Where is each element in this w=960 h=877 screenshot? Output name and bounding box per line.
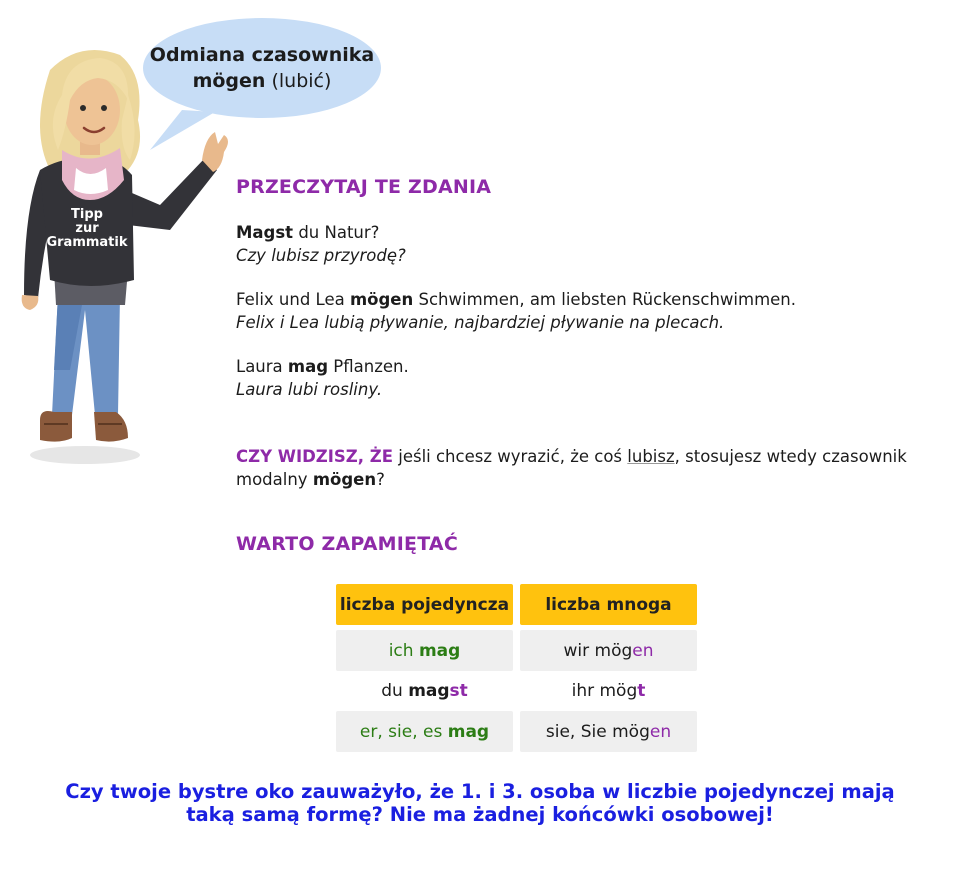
sentence-3-verb: mag <box>287 357 329 376</box>
table-header-plural: liczba mnoga <box>520 584 697 625</box>
observation-paragraph <box>236 445 926 491</box>
table-cell-ich <box>336 630 513 671</box>
sentence-3-german <box>236 357 409 376</box>
sentence-2-translation: Felix i Lea lubią pływanie, najbardziej pływanie na plecach. <box>236 312 725 332</box>
sentence-3-translation: Laura lubi rosliny. <box>236 379 383 399</box>
pronoun-du: du <box>381 680 409 701</box>
ending-wir: en <box>632 640 654 661</box>
sentence-1-german <box>236 223 379 242</box>
table-cell-wir <box>520 630 697 671</box>
table-cell-er-sie-es <box>336 711 513 752</box>
observation-underlined: lubisz <box>627 447 675 466</box>
example-sentences <box>236 222 916 423</box>
sentence-3 <box>236 356 916 401</box>
ending-sie-Sie: en <box>649 721 672 742</box>
teacher-illustration <box>10 40 230 470</box>
pronoun-er-sie-es: er, sie, es <box>359 721 448 742</box>
sentence-2-german <box>236 290 796 309</box>
section-heading-remember: WARTO ZAPAMIĘTAĆ <box>236 533 458 555</box>
sentence-1-rest: du Natur? <box>293 223 380 242</box>
ending-ihr: t <box>637 680 646 701</box>
shirt-text-line2: zur <box>75 221 99 236</box>
pronoun-wir: wir <box>563 640 595 661</box>
observation-end: ? <box>376 470 385 489</box>
stem-sie-Sie: mög <box>612 721 650 742</box>
observation-lead: CZY WIDZISZ, ŻE <box>236 447 393 466</box>
bubble-title: Odmiana czasownika <box>149 44 375 66</box>
sentence-1 <box>236 222 916 267</box>
sentence-3-start: Laura <box>236 357 288 376</box>
sentence-1-translation: Czy lubisz przyrodę? <box>236 245 406 265</box>
bubble-translation: (lubić) <box>271 70 332 92</box>
sentence-2 <box>236 289 916 334</box>
sentence-3-rest: Pflanzen. <box>328 357 409 376</box>
ending-du: st <box>449 680 468 701</box>
shirt-text-line3: Grammatik <box>46 235 128 250</box>
pronoun-ich: ich <box>388 640 419 661</box>
section-heading-read: PRZECZYTAJ TE ZDANIA <box>236 176 492 198</box>
pronoun-sie-Sie: sie, Sie <box>545 721 613 742</box>
observation-text-1: jeśli chcesz wyrazić, że coś <box>393 447 628 466</box>
observation-text-2: , stosujesz wtedy czasownik modalny <box>236 447 907 489</box>
form-er-sie-es: mag <box>447 721 490 742</box>
sentence-2-verb: mögen <box>349 290 414 309</box>
bubble-verb: mögen <box>192 70 266 92</box>
table-header-singular: liczba pojedyncza <box>336 584 513 625</box>
form-ich: mag <box>418 640 461 661</box>
stem-ihr: mög <box>599 680 638 701</box>
sentence-2-start: Felix und Lea <box>236 290 350 309</box>
sentence-2-rest: Schwimmen, am liebsten Rückenschwimmen. <box>413 290 796 309</box>
stem-wir: mög <box>594 640 633 661</box>
shirt-text-line1: Tipp <box>71 207 103 222</box>
footer-note: Czy twoje bystre oko zauważyło, że 1. i 3. osoba w liczbie pojedynczej mają taką samą formę? Nie ma żadnej końcówki osobowej! <box>65 780 895 826</box>
sentence-1-verb: Magst <box>236 223 294 242</box>
stem-du: mag <box>408 680 450 701</box>
table-cell-ihr <box>520 670 697 711</box>
table-cell-sie-Sie <box>520 711 697 752</box>
observation-verb: mögen <box>312 470 377 489</box>
table-cell-du <box>336 670 513 711</box>
pronoun-ihr: ihr <box>571 680 600 701</box>
